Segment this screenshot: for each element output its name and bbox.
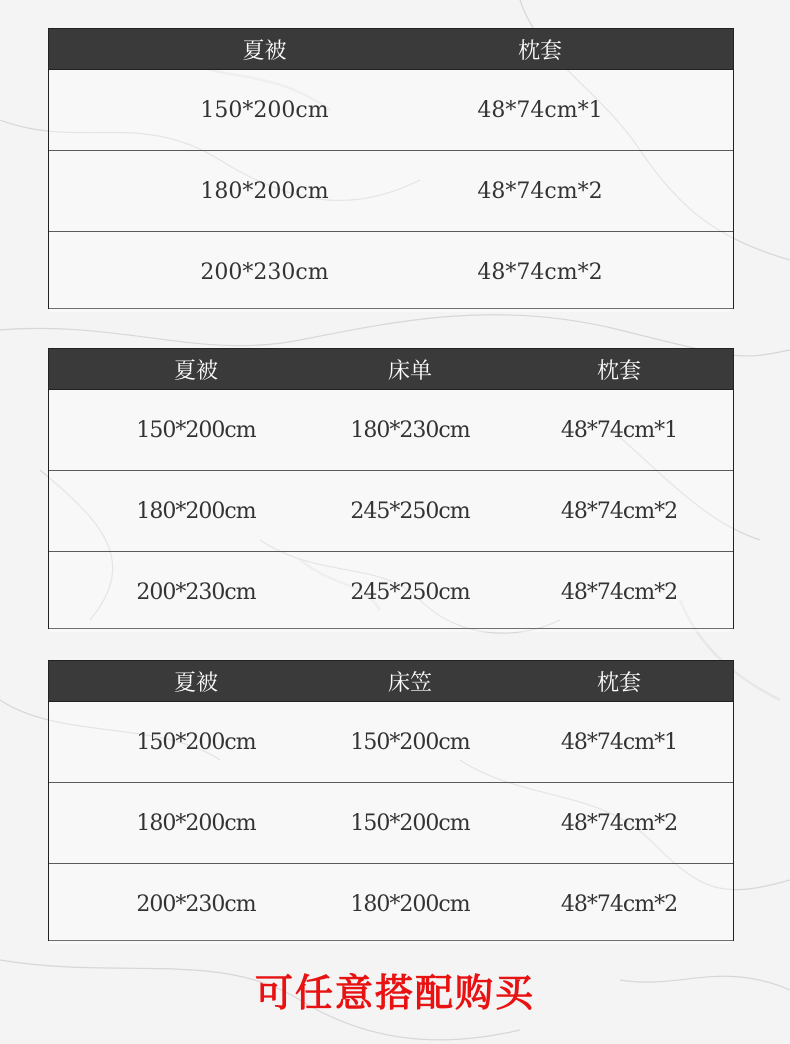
header-cell-fitted-sheet: 床笠 (387, 670, 432, 696)
table-row (49, 70, 733, 150)
table-row (49, 863, 733, 944)
promo-text: 可任意搭配购买 (254, 971, 535, 1015)
size-table-quilt-fitted-sheet-pillowcase (48, 660, 734, 941)
table-cell: 48*74cm*2 (560, 810, 678, 836)
table-cell: 48*74cm*1 (560, 729, 678, 755)
table-cell: 180*200cm (136, 498, 256, 524)
table-cell: 150*200cm (200, 97, 329, 123)
size-table-quilt-pillowcase (48, 28, 734, 309)
header-cell-pillowcase: 枕套 (596, 670, 641, 696)
table-cell: 200*230cm (200, 259, 329, 285)
size-table-quilt-sheet-pillowcase (48, 348, 734, 629)
table-cell: 245*250cm (350, 579, 470, 605)
table-cell: 180*200cm (350, 891, 470, 917)
table-cell: 150*200cm (136, 417, 256, 443)
header-cell-pillowcase: 枕套 (596, 358, 641, 384)
header-cell-quilt: 夏被 (242, 38, 287, 64)
table-row (49, 470, 733, 551)
table-row (49, 150, 733, 231)
table-row (49, 782, 733, 863)
table-cell: 48*74cm*2 (477, 178, 603, 204)
table-header (49, 661, 733, 702)
table-row (49, 390, 733, 470)
table-row (49, 551, 733, 632)
table-cell: 180*200cm (200, 178, 329, 204)
table-cell: 150*200cm (350, 810, 470, 836)
table-cell: 48*74cm*1 (477, 97, 603, 123)
table-cell: 150*200cm (136, 729, 256, 755)
header-cell-pillowcase: 枕套 (517, 38, 562, 64)
header-cell-sheet: 床单 (387, 358, 432, 384)
table-cell: 48*74cm*2 (560, 579, 678, 605)
table-cell: 200*230cm (136, 579, 256, 605)
header-cell-quilt: 夏被 (173, 358, 218, 384)
table-header (49, 349, 733, 390)
table-cell: 180*200cm (136, 810, 256, 836)
table-header (49, 29, 733, 70)
table-cell: 48*74cm*2 (560, 891, 678, 917)
table-cell: 150*200cm (350, 729, 470, 755)
header-cell-quilt: 夏被 (173, 670, 218, 696)
table-row (49, 702, 733, 782)
table-cell: 245*250cm (350, 498, 470, 524)
table-cell: 48*74cm*2 (560, 498, 678, 524)
table-row (49, 231, 733, 312)
table-cell: 48*74cm*2 (477, 259, 603, 285)
table-cell: 48*74cm*1 (560, 417, 678, 443)
table-cell: 180*230cm (350, 417, 470, 443)
table-cell: 200*230cm (136, 891, 256, 917)
